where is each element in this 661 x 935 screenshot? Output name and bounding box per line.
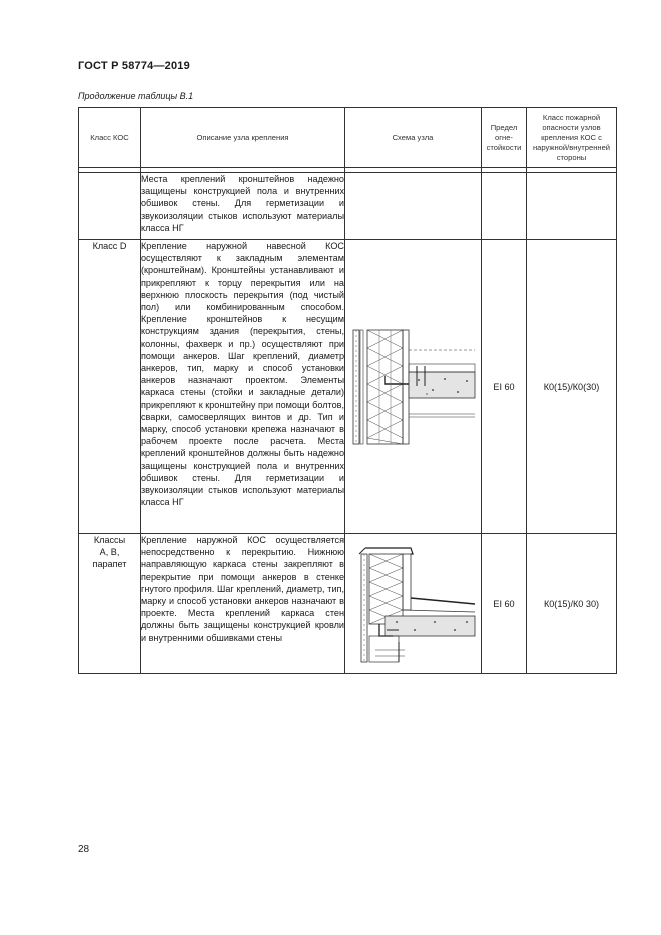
header-description: Описание узла крепления — [141, 108, 345, 168]
row-class-line: А, В, — [99, 547, 120, 558]
row-fire-resistance: EI 60 — [482, 534, 527, 674]
fastening-table — [78, 107, 617, 674]
table-row — [79, 240, 617, 534]
row-fire-resistance — [482, 173, 527, 240]
row-scheme — [345, 173, 482, 240]
row-class — [79, 534, 141, 674]
table-row — [79, 173, 617, 240]
slab-bracket-fastening-diagram — [345, 322, 480, 452]
header-fire-resistance: Предел огне-стойкости — [482, 108, 527, 168]
table-header-row — [79, 108, 617, 168]
row-fire-hazard-class: К0(15)/К0(30) — [527, 240, 617, 534]
row-class-line: парапет — [92, 559, 127, 570]
row-class — [79, 173, 141, 240]
page-number: 28 — [78, 844, 90, 855]
row-class: Класс D — [79, 240, 141, 534]
header-scheme: Схема узла — [345, 108, 482, 168]
row-fire-hazard-class — [527, 173, 617, 240]
row-description: Крепление наружной КОС осуществляется непосредственно к перекрытию. Нижнюю направляющую каркаса стены закрепляют в перекрытие при помощи анкеров в стенке гнутого профиля. Шаг креплений, диаметр, тип, марку и способ установки анкеров назначают в проекте. Места креплений каркаса стен должны быть защищены конструкцией кровли и внутренними обшивками стены — [141, 534, 345, 674]
row-description: Места креплений кронштейнов надежно защищены конструкцией пола и внутренних обшивок стены. Для герметизации и звукоизоляции стыков используют материалы класса НГ — [141, 173, 345, 240]
row-description: Крепление наружной навесной КОС осуществляют к закладным элементам (кронштейнам). Кронштейны устанавливают и прикрепляют к торцу перекрытия или на верхнюю плоскость перекрытия (под чистый пол) или комбинированным способом. Крепление кронштейнов к несущим конструкциям здания (перекрытия, стены, колонны, фахверк и пр.) осуществляют при помощи анкеров. Шаг креплений, диаметр анкеров, тип, марку и способ установки анкеров назначают проектом. Элементы каркаса стены (стойки и закладные детали) прикрепляют к кронштейну при помощи болтов, сварки, самосверлящих винтов и др. Тип и марку, способ установки крепежа назначают в рабочем проекте после расчета. Места креплений кронштейнов должны быть надежно защищены конструкцией пола и внутренних обшивок стены. Для герметизации и звукоизоляции стыков используют материалы класса НГ — [141, 240, 345, 534]
header-class: Класс КОС — [79, 108, 141, 168]
row-fire-resistance: EI 60 — [482, 240, 527, 534]
row-class-line: Классы — [93, 535, 126, 545]
header-fire-hazard-class: Класс пожарной опасности узлов крепления КОС с наружной/внутренней стороны — [527, 108, 617, 168]
row-scheme — [345, 534, 482, 674]
row-scheme — [345, 240, 482, 534]
parapet-fastening-diagram — [345, 538, 480, 670]
document-code: ГОСТ Р 58774—2019 — [78, 60, 190, 72]
row-fire-hazard-class: К0(15)/К0 30) — [527, 534, 617, 674]
table-row — [79, 534, 617, 674]
table-continuation-caption: Продолжение таблицы В.1 — [78, 91, 194, 101]
